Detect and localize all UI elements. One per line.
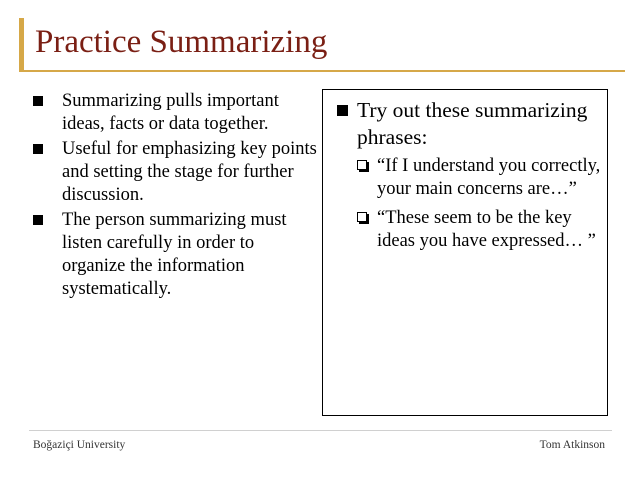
phrases-heading-item bbox=[323, 90, 607, 253]
title-underline bbox=[19, 70, 625, 72]
phrase-list bbox=[357, 155, 607, 253]
phrase-text: “These seem to be the key ideas you have expressed… ” bbox=[377, 208, 596, 251]
phrase-item bbox=[357, 207, 607, 253]
phrases-heading: Try out these summarizing phrases: bbox=[357, 98, 588, 149]
bullet-text: Summarizing pulls important ideas, facts or data together. bbox=[62, 91, 279, 134]
phrase-text: “If I understand you correctly, your main concerns are…” bbox=[377, 156, 601, 199]
bullet-item bbox=[33, 138, 318, 207]
slide-title: Practice Summarizing bbox=[35, 24, 328, 60]
footer-organization: Boğaziçi University bbox=[33, 439, 126, 451]
footer-divider bbox=[29, 430, 612, 431]
hollow-square-bullet-icon bbox=[357, 212, 367, 222]
square-bullet-icon bbox=[33, 144, 43, 154]
footer-author: Tom Atkinson bbox=[539, 439, 605, 451]
title-accent-bar bbox=[19, 18, 24, 70]
square-bullet-icon bbox=[33, 96, 43, 106]
left-bullet-list bbox=[33, 90, 318, 303]
square-bullet-icon bbox=[33, 215, 43, 225]
phrases-box bbox=[322, 89, 608, 416]
bullet-item bbox=[33, 90, 318, 136]
hollow-square-bullet-icon bbox=[357, 160, 367, 170]
bullet-text: The person summarizing must listen carefully in order to organize the information systematically. bbox=[62, 210, 287, 299]
square-bullet-icon bbox=[337, 105, 348, 116]
bullet-item bbox=[33, 209, 318, 301]
bullet-text: Useful for emphasizing key points and setting the stage for further discussion. bbox=[62, 139, 317, 205]
phrase-item bbox=[357, 155, 607, 201]
